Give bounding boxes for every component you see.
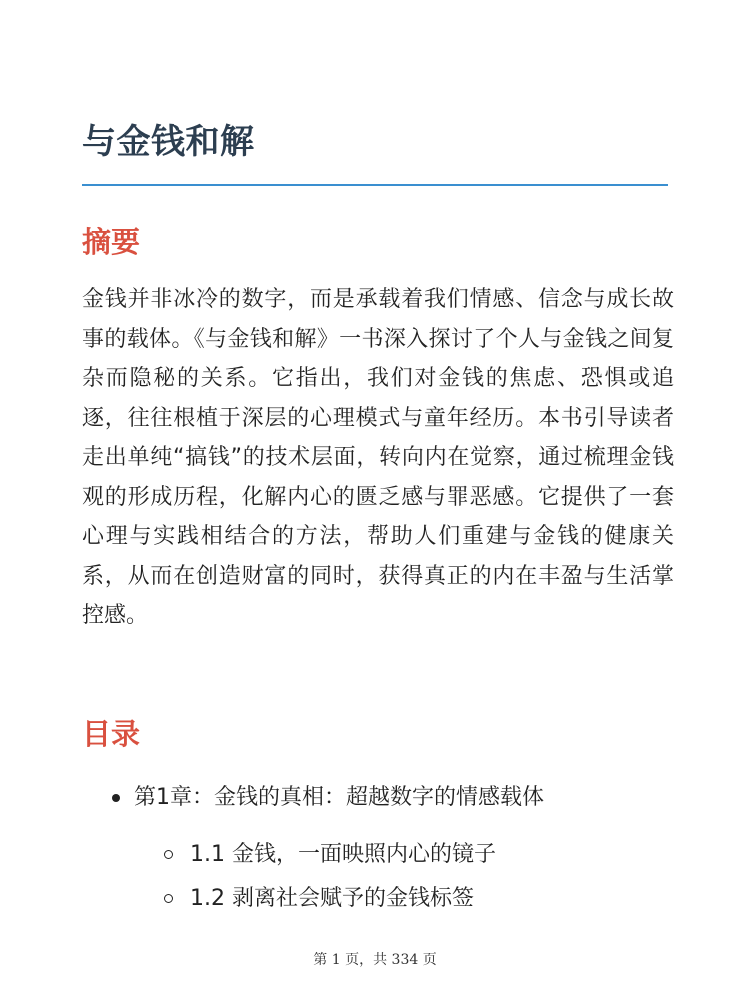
toc-list bbox=[0, 776, 750, 921]
toc-heading: 目录 bbox=[82, 717, 141, 751]
summary-heading: 摘要 bbox=[82, 225, 141, 259]
toc-section-1-1[interactable] bbox=[0, 833, 750, 877]
toc-section-label: 1.1 金钱，一面映照内心的镜子 bbox=[190, 842, 496, 867]
document-title: 与金钱和解 bbox=[82, 122, 255, 162]
bullet-dot-icon bbox=[112, 794, 120, 802]
page-number-footer: 第 1 页，共 334 页 bbox=[313, 952, 437, 968]
bullet-circle-icon bbox=[164, 894, 173, 903]
toc-section-1-2[interactable] bbox=[0, 877, 750, 921]
toc-section-label: 1.2 剥离社会赋予的金钱标签 bbox=[190, 886, 474, 911]
summary-paragraph: 金钱并非冰冷的数字，而是承载着我们情感、信念与成长故事的载体。《与金钱和解》一书深入探讨了个人与金钱之间复杂而隐秘的关系。它指出，我们对金钱的焦虑、恐惧或追逐，往往根植于深层的心理模式与童年经历。本书引导读者走出单纯“搞钱”的技术层面，转向内在觉察，通过梳理金钱观的形成历程，化解内心的匮乏感与罪恶感。它提供了一套心理与实践相结合的方法，帮助人们重建与金钱的健康关系，从而在创造财富的同时，获得真正的内在丰盈与生活掌控感。 bbox=[82, 287, 674, 628]
toc-chapter-label: 第1章：金钱的真相：超越数字的情感载体 bbox=[134, 785, 544, 810]
title-divider bbox=[82, 184, 668, 186]
bullet-circle-icon bbox=[164, 850, 173, 859]
toc-chapter-1[interactable] bbox=[0, 776, 750, 820]
